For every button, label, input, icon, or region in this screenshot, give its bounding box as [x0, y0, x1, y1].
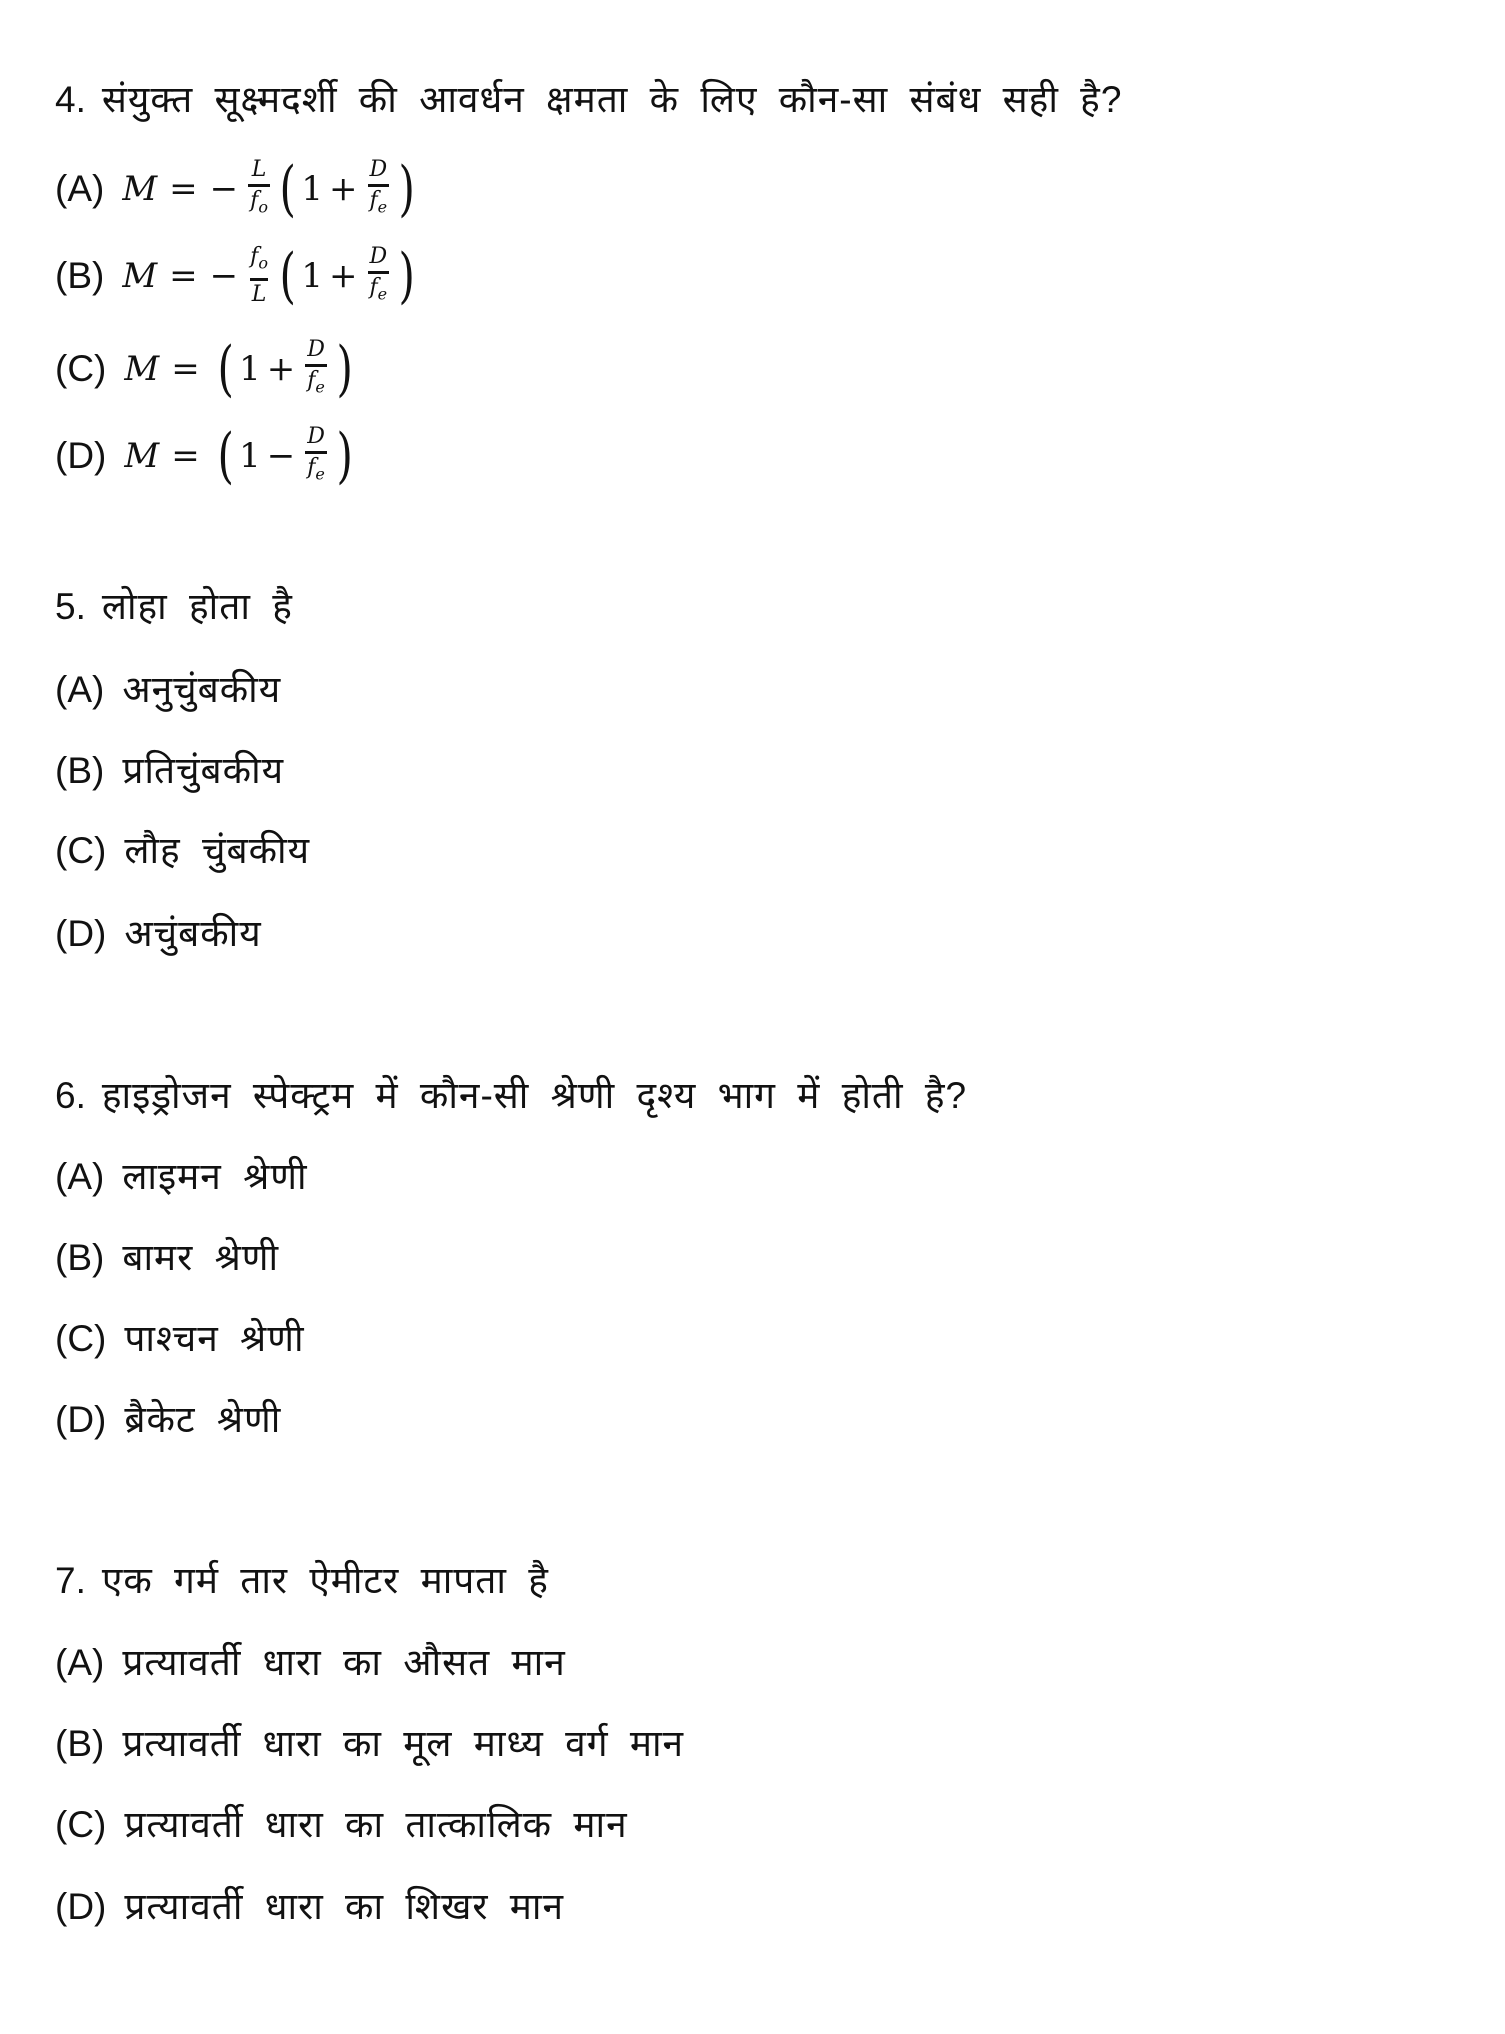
close-paren: ) — [398, 241, 416, 311]
formula — [122, 154, 420, 224]
option-text: लाइमन श्रेणी — [122, 1156, 308, 1197]
math-equals: = — [169, 169, 198, 209]
option-label: (A) — [55, 669, 105, 710]
option-4a — [55, 154, 421, 224]
question-number: 4. — [55, 79, 86, 120]
math-lhs: M — [122, 169, 158, 209]
option-4d — [55, 421, 358, 491]
math-op: + — [329, 256, 358, 296]
den-sub: o — [258, 197, 268, 217]
question-4 — [55, 78, 1122, 122]
option-label: (D) — [55, 913, 107, 954]
den-base: f — [307, 455, 316, 481]
den-base: f — [250, 188, 259, 214]
math-op: + — [266, 349, 296, 389]
option-6c — [55, 1317, 305, 1361]
fraction-denominator — [305, 364, 327, 399]
question-5 — [55, 585, 293, 629]
option-text: प्रत्यावर्ती धारा का मूल माध्य वर्ग मान — [122, 1723, 685, 1764]
question-number: 5. — [55, 586, 86, 627]
fraction-numerator — [248, 245, 270, 277]
option-label: (C) — [55, 1804, 107, 1845]
num-base: f — [250, 244, 259, 270]
option-6d — [55, 1398, 281, 1442]
den-base: f — [369, 275, 378, 301]
open-paren: ( — [279, 154, 296, 224]
open-paren: ( — [217, 421, 234, 491]
option-4b — [55, 241, 421, 311]
option-label: (B) — [55, 1723, 105, 1764]
option-6a — [55, 1155, 308, 1199]
fraction-numerator: D — [369, 157, 388, 183]
option-label: (B) — [55, 1237, 105, 1278]
fraction-denominator — [248, 184, 270, 219]
option-text: प्रत्यावर्ती धारा का तात्कालिक मान — [124, 1804, 628, 1845]
option-6b — [55, 1236, 279, 1280]
fraction — [248, 158, 270, 219]
option-7a — [55, 1641, 566, 1685]
question-number: 7. — [55, 1560, 86, 1601]
option-label: (A) — [55, 1642, 105, 1683]
fraction-denominator — [368, 184, 390, 219]
math-one: 1 — [239, 436, 261, 476]
math-sign: − — [209, 256, 239, 296]
den-sub: e — [377, 197, 388, 217]
option-label: (B) — [55, 750, 105, 791]
fraction-numerator: D — [307, 424, 325, 450]
option-label: (A) — [55, 1156, 105, 1197]
option-label: (C) — [55, 830, 107, 871]
option-4c — [55, 334, 358, 404]
option-7b — [55, 1722, 684, 1766]
option-label: (D) — [55, 1886, 107, 1927]
den-sub: e — [377, 284, 388, 304]
close-paren: ) — [398, 154, 416, 224]
option-text: प्रत्यावर्ती धारा का औसत मान — [122, 1642, 566, 1683]
question-text: संयुक्त सूक्ष्मदर्शी की आवर्धन क्षमता के लिए कौन-सा संबंध सही है? — [101, 79, 1123, 120]
open-paren: ( — [279, 241, 296, 311]
option-label: (C) — [55, 348, 107, 389]
option-5d — [55, 912, 262, 956]
formula — [124, 334, 358, 404]
fraction — [248, 245, 270, 306]
fraction-denominator: L — [250, 278, 269, 307]
question-6 — [55, 1074, 967, 1118]
fraction-denominator — [368, 271, 390, 306]
math-op: − — [266, 436, 296, 476]
option-label: (A) — [55, 168, 105, 209]
den-sub: e — [315, 464, 325, 484]
formula — [122, 241, 420, 311]
question-7 — [55, 1559, 549, 1603]
option-text: प्रतिचुंबकीय — [122, 750, 285, 791]
math-one: 1 — [239, 349, 261, 389]
option-7d — [55, 1885, 564, 1929]
option-text: प्रत्यावर्ती धारा का शिखर मान — [124, 1886, 565, 1927]
math-sign: − — [209, 169, 239, 209]
math-equals: = — [169, 256, 198, 296]
option-text: अनुचुंबकीय — [122, 669, 282, 710]
math-lhs: M — [124, 436, 160, 476]
option-5b — [55, 749, 284, 793]
open-paren: ( — [217, 334, 234, 404]
fraction — [368, 158, 390, 219]
option-5c — [55, 829, 310, 873]
close-paren: ) — [336, 334, 353, 404]
question-text: लोहा होता है — [101, 586, 293, 627]
fraction — [305, 425, 327, 486]
fraction — [305, 338, 327, 399]
den-sub: e — [315, 377, 325, 397]
fraction-denominator — [305, 451, 327, 486]
option-text: ब्रैकेट श्रेणी — [124, 1399, 282, 1440]
option-5a — [55, 668, 281, 712]
option-label: (C) — [55, 1318, 107, 1359]
question-text: एक गर्म तार ऐमीटर मापता है — [101, 1560, 549, 1601]
option-text: अचुंबकीय — [124, 913, 262, 954]
option-label: (B) — [55, 255, 105, 296]
fraction-numerator: D — [307, 337, 325, 363]
fraction-numerator: D — [369, 244, 388, 270]
num-sub: o — [258, 253, 268, 273]
math-lhs: M — [122, 256, 158, 296]
math-one: 1 — [301, 169, 324, 209]
option-text: बामर श्रेणी — [122, 1237, 280, 1278]
math-op: + — [329, 169, 358, 209]
math-equals: = — [171, 436, 200, 476]
option-label: (D) — [55, 435, 107, 476]
question-number: 6. — [55, 1075, 86, 1116]
fraction — [368, 245, 390, 306]
option-7c — [55, 1803, 628, 1847]
question-text: हाइड्रोजन स्पेक्ट्रम में कौन-सी श्रेणी दृश्य भाग में होती है? — [101, 1075, 968, 1116]
den-base: f — [307, 368, 316, 394]
option-text: पाश्चन श्रेणी — [124, 1318, 305, 1359]
math-lhs: M — [124, 349, 160, 389]
math-equals: = — [171, 349, 200, 389]
fraction-numerator: L — [251, 157, 267, 183]
formula — [124, 421, 358, 491]
option-text: लौह चुंबकीय — [124, 830, 311, 871]
close-paren: ) — [336, 421, 353, 491]
option-label: (D) — [55, 1399, 107, 1440]
den-base: f — [369, 188, 378, 214]
math-one: 1 — [301, 256, 324, 296]
